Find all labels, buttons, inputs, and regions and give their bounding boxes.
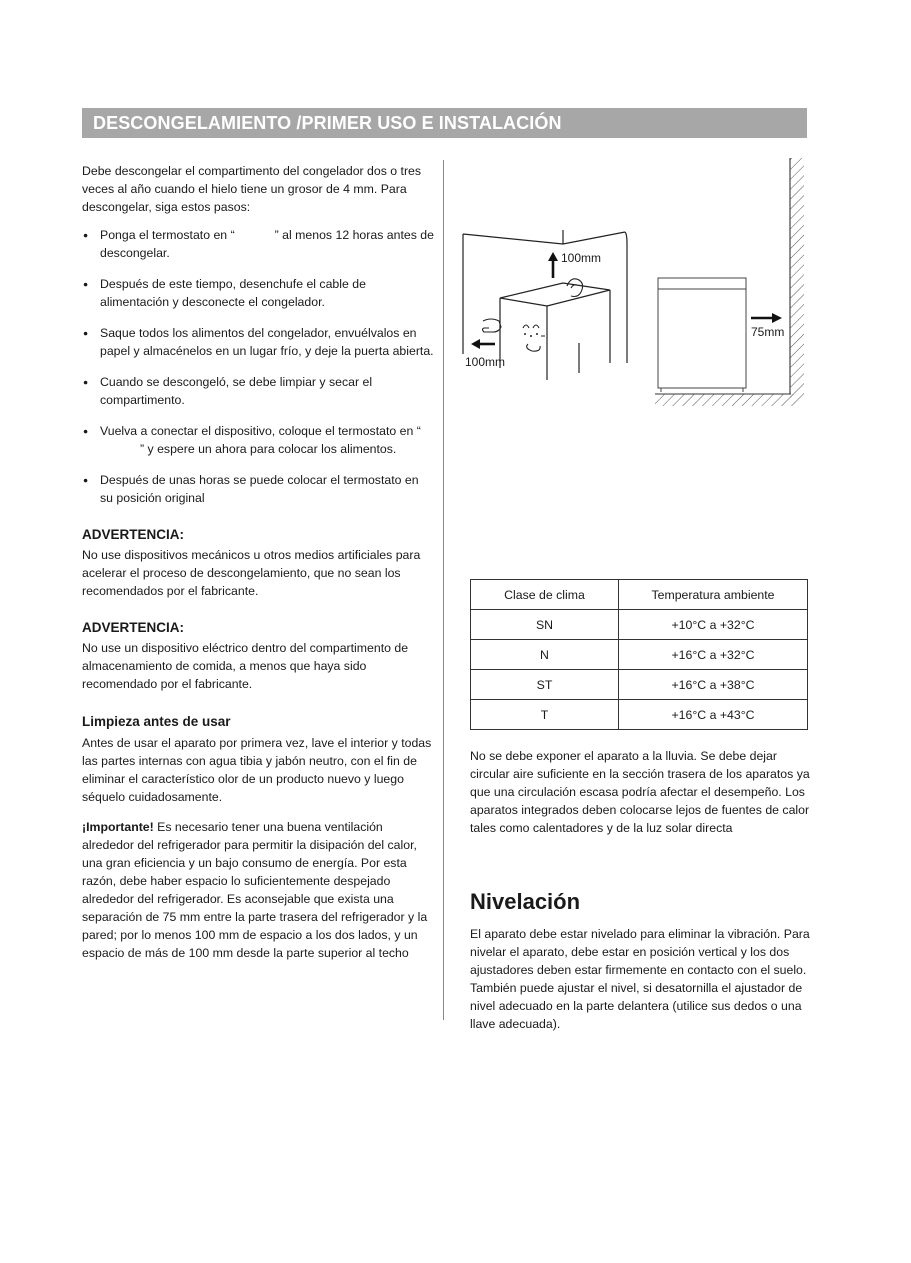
clearance-diagram-svg	[455, 158, 815, 413]
arrow-up-icon	[548, 252, 558, 278]
bullet-item: ● Cuando se descongeló, se debe limpiar y secar el compartimento.	[82, 373, 434, 409]
warning-text: No use un dispositivo eléctrico dentro del compartimento de almacenamiento de comida, a menos que haya sido recomendado por el fabricante.	[82, 641, 409, 691]
bullet-item: ● Saque todos los alimentos del congelador, envuélvalos en papel y almacénelos en un lugar frío, y deje la puerta abierta.	[82, 324, 434, 360]
wall-hatch	[790, 158, 804, 403]
bullet-item	[82, 226, 434, 262]
floor-hatch	[655, 394, 795, 406]
clearance-diagram	[455, 158, 815, 413]
table-cell: +16°C a +38°C	[619, 670, 808, 700]
table-cell: N	[471, 640, 619, 670]
important-text: Es necesario tener una buena ventilación alrededor del refrigerador para permitir la disipación del calor, una gran eficiencia y un bajo consumo de energía. Por esta razón, debe haber espacio lo suficientemente despejado alrededor del refrigerador. Es aconsejable que exista una separación de 75 mm entre la parte trasera del refrigerador y la pared; por lo menos 100 mm de espacio a los dos lados, y un espacio de más de 100 mm desde la parte superior al techo	[82, 820, 428, 960]
fridge-outline	[500, 283, 610, 380]
smiley-face-icon	[523, 325, 540, 351]
table-row	[471, 700, 808, 730]
bullet-item	[82, 422, 434, 458]
climate-table	[470, 579, 808, 730]
table-cell: +16°C a +32°C	[619, 640, 808, 670]
label-side-clearance: 100mm	[465, 355, 506, 369]
table-row	[471, 610, 808, 640]
arrow-left-icon	[471, 339, 495, 349]
bullet-text-b: ” y espere un ahora para colocar los alimentos.	[140, 442, 397, 456]
face-dots	[524, 333, 545, 337]
cleaning-text: Antes de usar el aparato por primera vez, lave el interior y todas las partes internas con agua tibia y jabón neutro, con el fin de eliminar el característico olor de un producto nuevo y luego séquelo cuidadosamente.	[82, 736, 432, 804]
warning-title: ADVERTENCIA:	[82, 527, 185, 542]
table-row	[471, 640, 808, 670]
table-cell: +10°C a +32°C	[619, 610, 808, 640]
hand-icon	[483, 279, 583, 332]
bullet-item: ● Después de este tiempo, desenchufe el cable de alimentación y desconecte el congelador.	[82, 275, 434, 311]
fridge-rear-view	[658, 278, 746, 392]
bullet-text-a: Vuelva a conectar el dispositivo, coloque el termostato en “	[100, 424, 421, 438]
section-header: DESCONGELAMIENTO /PRIMER USO E INSTALACIÓN	[82, 108, 807, 138]
leveling-text: El aparato debe estar nivelado para eliminar la vibración. Para nivelar el aparato, debe estar en posición vertical y los dos ajustadores deben estar firmemente en contacto con el suelo. También puede ajustar el nivel, si desatornilla el ajustador de nivel adecuado en la parte delantera (utilice sus dedos o una llave adecuada).	[470, 927, 810, 1031]
important-paragraph	[82, 818, 434, 962]
label-back-clearance: 75mm	[751, 325, 785, 339]
important-lead: ¡Importante!	[82, 820, 154, 834]
bullet-text-b: ” al menos 12 horas antes de descongelar.	[100, 228, 434, 260]
warning-title: ADVERTENCIA:	[82, 620, 185, 635]
cleaning-title: Limpieza antes de usar	[82, 714, 231, 729]
ventilation-text: No se debe exponer el aparato a la lluvia. Se debe dejar circular aire suficiente en la sección trasera de los aparatos ya que una circulación escasa podría afectar el desempeño. Los aparatos integrados deben colocarse lejos de fuentes de calor tales como calentadores y de la luz solar directa	[470, 749, 810, 835]
bullet-item: ● Después de unas horas se puede colocar el termostato en su posición original	[82, 471, 434, 507]
table-row	[471, 670, 808, 700]
left-column	[82, 162, 434, 962]
arrow-right-icon	[751, 313, 782, 323]
label-top-clearance: 100mm	[561, 251, 602, 265]
table-cell: +16°C a +43°C	[619, 700, 808, 730]
table-header: Temperatura ambiente	[619, 580, 808, 610]
column-divider	[443, 160, 444, 1020]
bullet-text-a: Ponga el termostato en “	[100, 228, 235, 242]
warning-text: No use dispositivos mecánicos u otros medios artificiales para acelerar el proceso de descongelamiento, que no sean los recomendados por el fabricante.	[82, 548, 421, 598]
table-cell: ST	[471, 670, 619, 700]
leveling-title: Nivelación	[470, 889, 581, 914]
table-cell: T	[471, 700, 619, 730]
ventilation-section	[470, 747, 815, 837]
table-header: Clase de clima	[471, 580, 619, 610]
table-header-row	[471, 580, 808, 610]
table-cell: SN	[471, 610, 619, 640]
intro-paragraph: Debe descongelar el compartimento del congelador dos o tres veces al año cuando el hielo tiene un grosor de 4 mm. Para descongelar, siga estos pasos:	[82, 164, 422, 214]
